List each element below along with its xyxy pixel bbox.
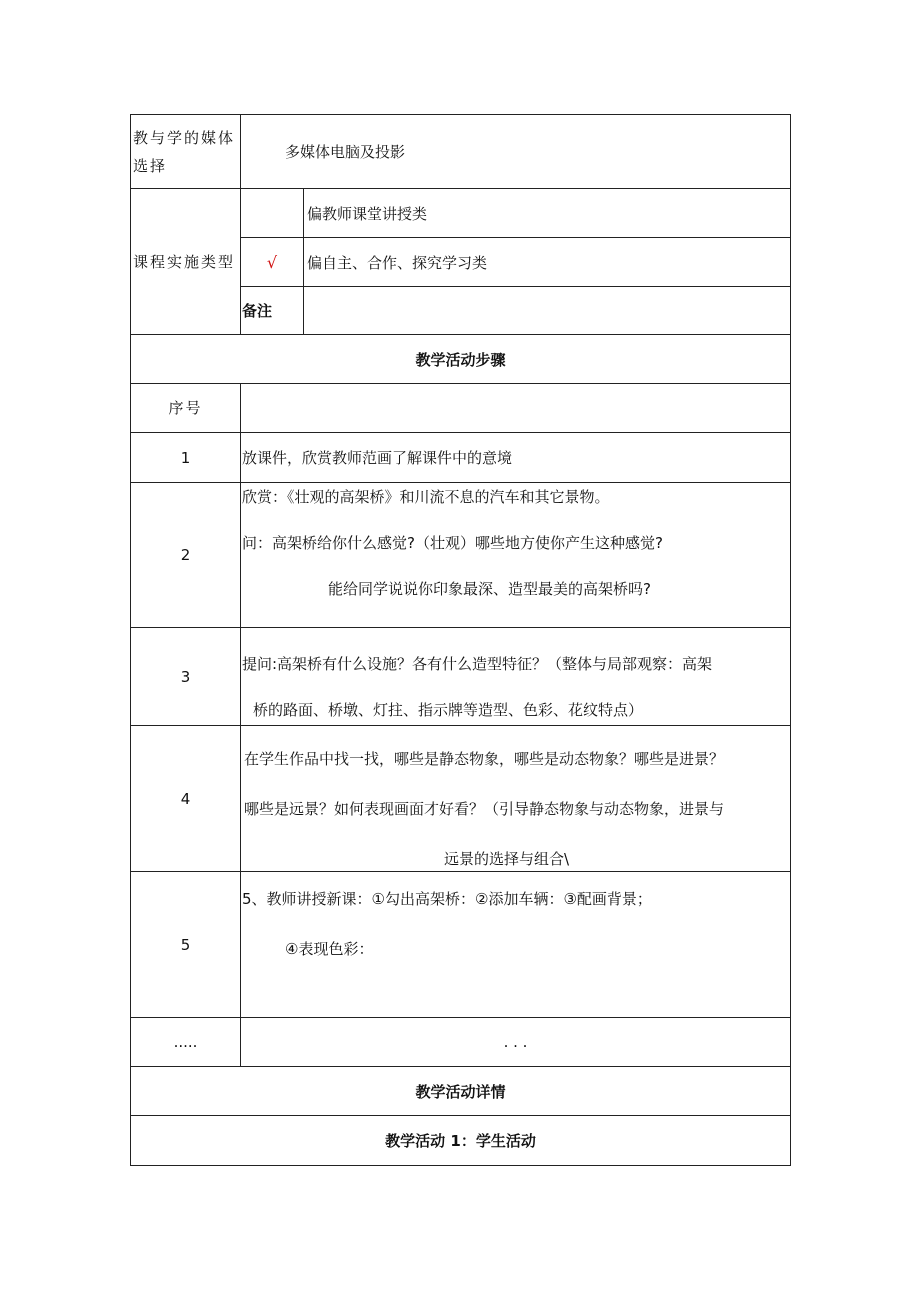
- step-line: 提问:高架桥有什么设施？各有什么造型特征？（整体与局部观察：高架: [242, 655, 713, 673]
- course-type-row-1: [131, 189, 791, 238]
- step-content: 放课件，欣赏教师范画了解课件中的意境: [241, 433, 791, 483]
- step-row-1: [131, 433, 791, 483]
- remark-label: 备注: [241, 287, 304, 335]
- step-content: [241, 726, 791, 872]
- content-header: [241, 384, 791, 433]
- step-line: 5、教师讲授新课：①勾出高架桥：②添加车辆：③配画背景；: [242, 890, 652, 908]
- ellipsis-row: [131, 1018, 791, 1067]
- step-line: ④表现色彩：: [285, 940, 374, 958]
- activity-title: 教学活动 1：学生活动: [131, 1116, 791, 1166]
- step-line: 哪些是远景？如何表现画面才好看？（引导静态物象与动态物象，进景与: [244, 800, 725, 818]
- seq-header: 序号: [131, 384, 241, 433]
- step-content: [241, 872, 791, 1018]
- step-line: 能给同学说说你印象最深、造型最美的高架桥吗?: [328, 580, 651, 598]
- step-line: 问：高架桥给你什么感觉?（壮观）哪些地方使你产生这种感觉?: [242, 534, 663, 552]
- details-title-row: [131, 1067, 791, 1116]
- activity-title-row: [131, 1116, 791, 1166]
- step-row-2: [131, 483, 791, 628]
- step-row-3: [131, 628, 791, 726]
- media-row: [131, 115, 791, 189]
- step-line: 远景的选择与组合\: [444, 850, 570, 868]
- lesson-plan-table: [130, 114, 791, 1166]
- step-number: 3: [131, 628, 241, 726]
- checkmark-icon: √: [241, 238, 304, 287]
- remark-value: [304, 287, 791, 335]
- media-value: 多媒体电脑及投影: [241, 115, 791, 189]
- step-number: 1: [131, 433, 241, 483]
- course-type-mark-1: [241, 189, 304, 238]
- steps-header-row: [131, 384, 791, 433]
- step-content: [241, 628, 791, 726]
- step-number: 5: [131, 872, 241, 1018]
- media-label: 教与学的媒体选择: [131, 115, 241, 189]
- step-row-5: [131, 872, 791, 1018]
- steps-title-row: [131, 335, 791, 384]
- step-number: 2: [131, 483, 241, 628]
- course-type-option-1: 偏教师课堂讲授类: [304, 189, 791, 238]
- ellipsis-content: . . .: [241, 1018, 791, 1067]
- step-line: 欣赏：《壮观的高架桥》和川流不息的汽车和其它景物。: [242, 488, 610, 506]
- step-number: 4: [131, 726, 241, 872]
- step-line: 在学生作品中找一找，哪些是静态物象，哪些是动态物象？哪些是进景？: [244, 750, 725, 768]
- steps-title: 教学活动步骤: [131, 335, 791, 384]
- step-content: [241, 483, 791, 628]
- course-type-label: 课程实施类型: [131, 189, 241, 335]
- details-title: 教学活动详情: [131, 1067, 791, 1116]
- step-line: 桥的路面、桥墩、灯拄、指示牌等造型、色彩、花纹特点）: [253, 701, 644, 719]
- course-type-option-2: 偏自主、合作、探究学习类: [304, 238, 791, 287]
- step-row-4: [131, 726, 791, 872]
- lesson-plan-sheet: [130, 114, 790, 1166]
- ellipsis-number: .....: [131, 1018, 241, 1067]
